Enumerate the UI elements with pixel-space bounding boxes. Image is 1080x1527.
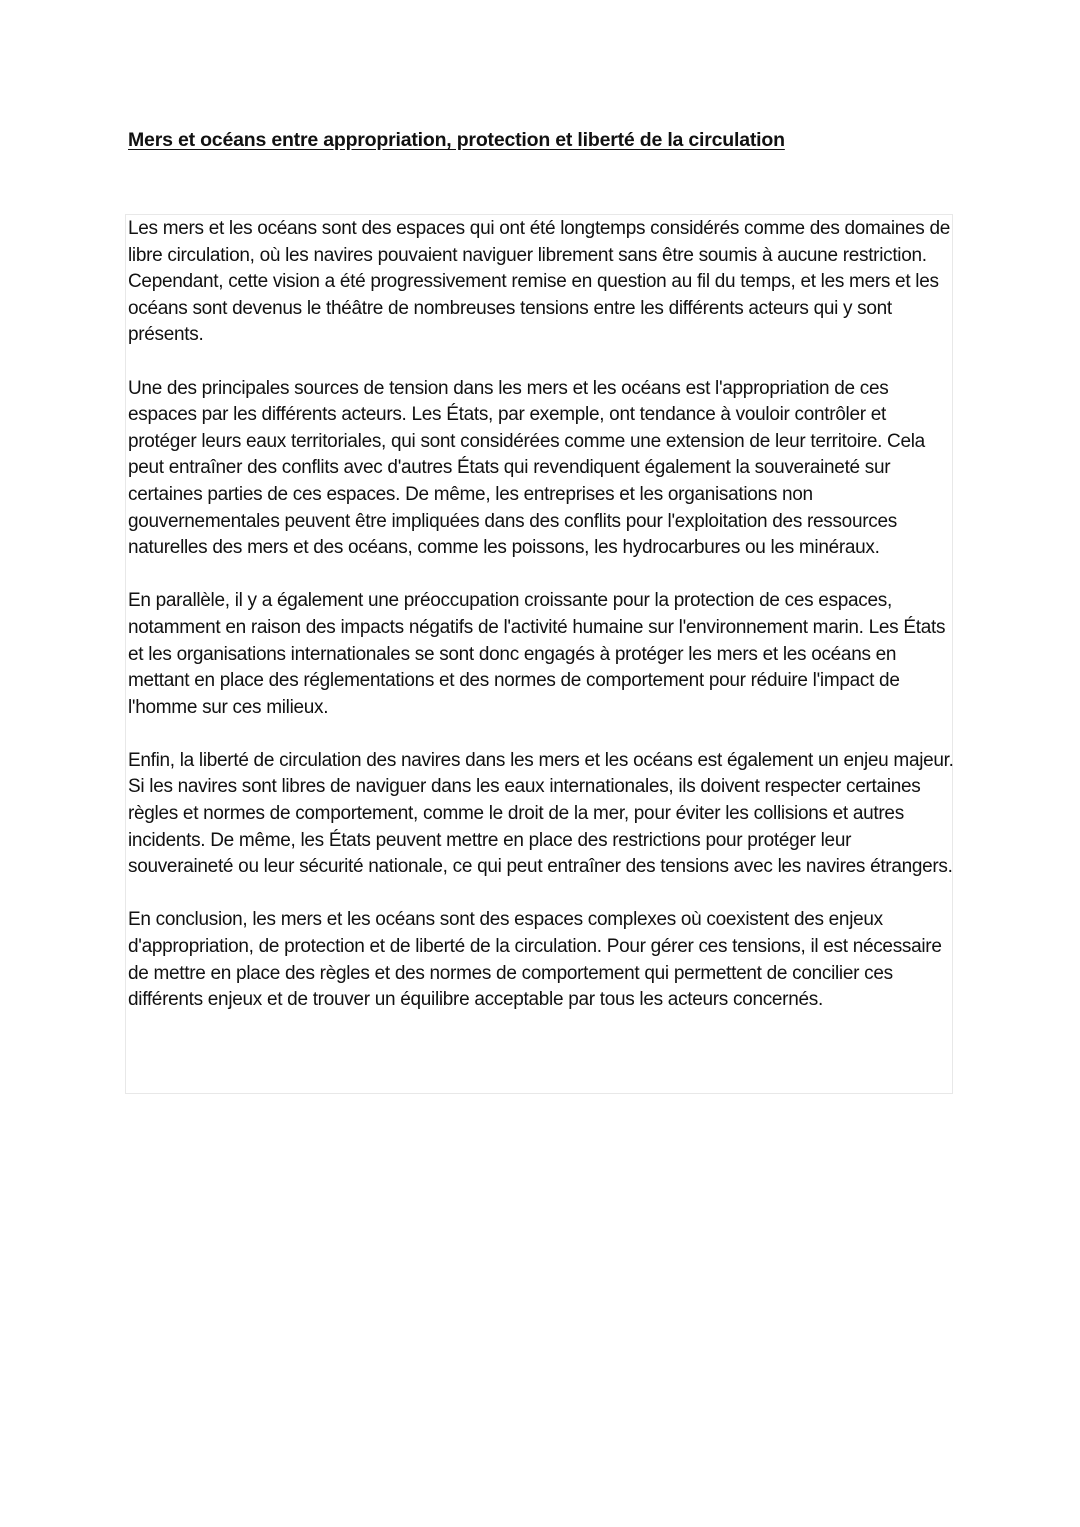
paragraph-appropriation: Une des principales sources de tension dans les mers et les océans est l'appropriation de ces espaces par les différents acteurs. Les États, par exemple, ont tendance à vouloir contrôler et protéger leurs eaux territoriales, qui sont considérées comme une extension de leur territoire. Cela peut entraîner des conflits avec d'autres États qui revendiquent également la souveraineté sur certaines parties de ces espaces. De même, les entreprises et les organisations non gouvernementales peuvent être impliquées dans des conflits pour l'exploitation des ressources naturelles des mers et des océans, comme les poissons, les hydrocarbures ou les minéraux. bbox=[128, 377, 925, 559]
document-title: Mers et océans entre appropriation, protection et liberté de la circulation bbox=[128, 129, 785, 151]
paragraph-circulation: Enfin, la liberté de circulation des navires dans les mers et les océans est également un enjeu majeur. Si les navires sont libres de naviguer dans les eaux internationales, ils doivent respecter certaines règles et normes de comportement, comme le droit de la mer, pour éviter les collisions et autres incidents. De même, les États peuvent mettre en place des restrictions pour protéger leur souveraineté ou leur sécurité nationale, ce qui peut entraîner des tensions avec les navires étrangers. bbox=[128, 749, 954, 878]
paragraph-intro: Les mers et les océans sont des espaces qui ont été longtemps considérés comme des domaines de libre circulation, où les navires pouvaient naviguer librement sans être soumis à aucune restriction. Cependant, cette vision a été progressivement remise en question au fil du temps, et les mers et les océans sont devenus le théâtre de nombreuses tensions entre les différents acteurs qui y sont présents. bbox=[128, 218, 950, 346]
document-body bbox=[128, 216, 958, 1040]
paragraph-conclusion: En conclusion, les mers et les océans sont des espaces complexes où coexistent des enjeux d'appropriation, de protection et de liberté de la circulation. Pour gérer ces tensions, il est nécessaire de mettre en place des règles et des normes de comportement qui permettent de concilier ces différents enjeux et de trouver un équilibre acceptable par tous les acteurs concernés. bbox=[128, 909, 942, 1011]
paragraph-protection: En parallèle, il y a également une préoccupation croissante pour la protection de ces espaces, notamment en raison des impacts négatifs de l'activité humaine sur l'environnement marin. Les États et les organisations internationales se sont donc engagés à protéger les mers et les océans en mettant en place des réglementations et des normes de comportement pour réduire l'impact de l'homme sur ces milieux. bbox=[128, 590, 946, 718]
